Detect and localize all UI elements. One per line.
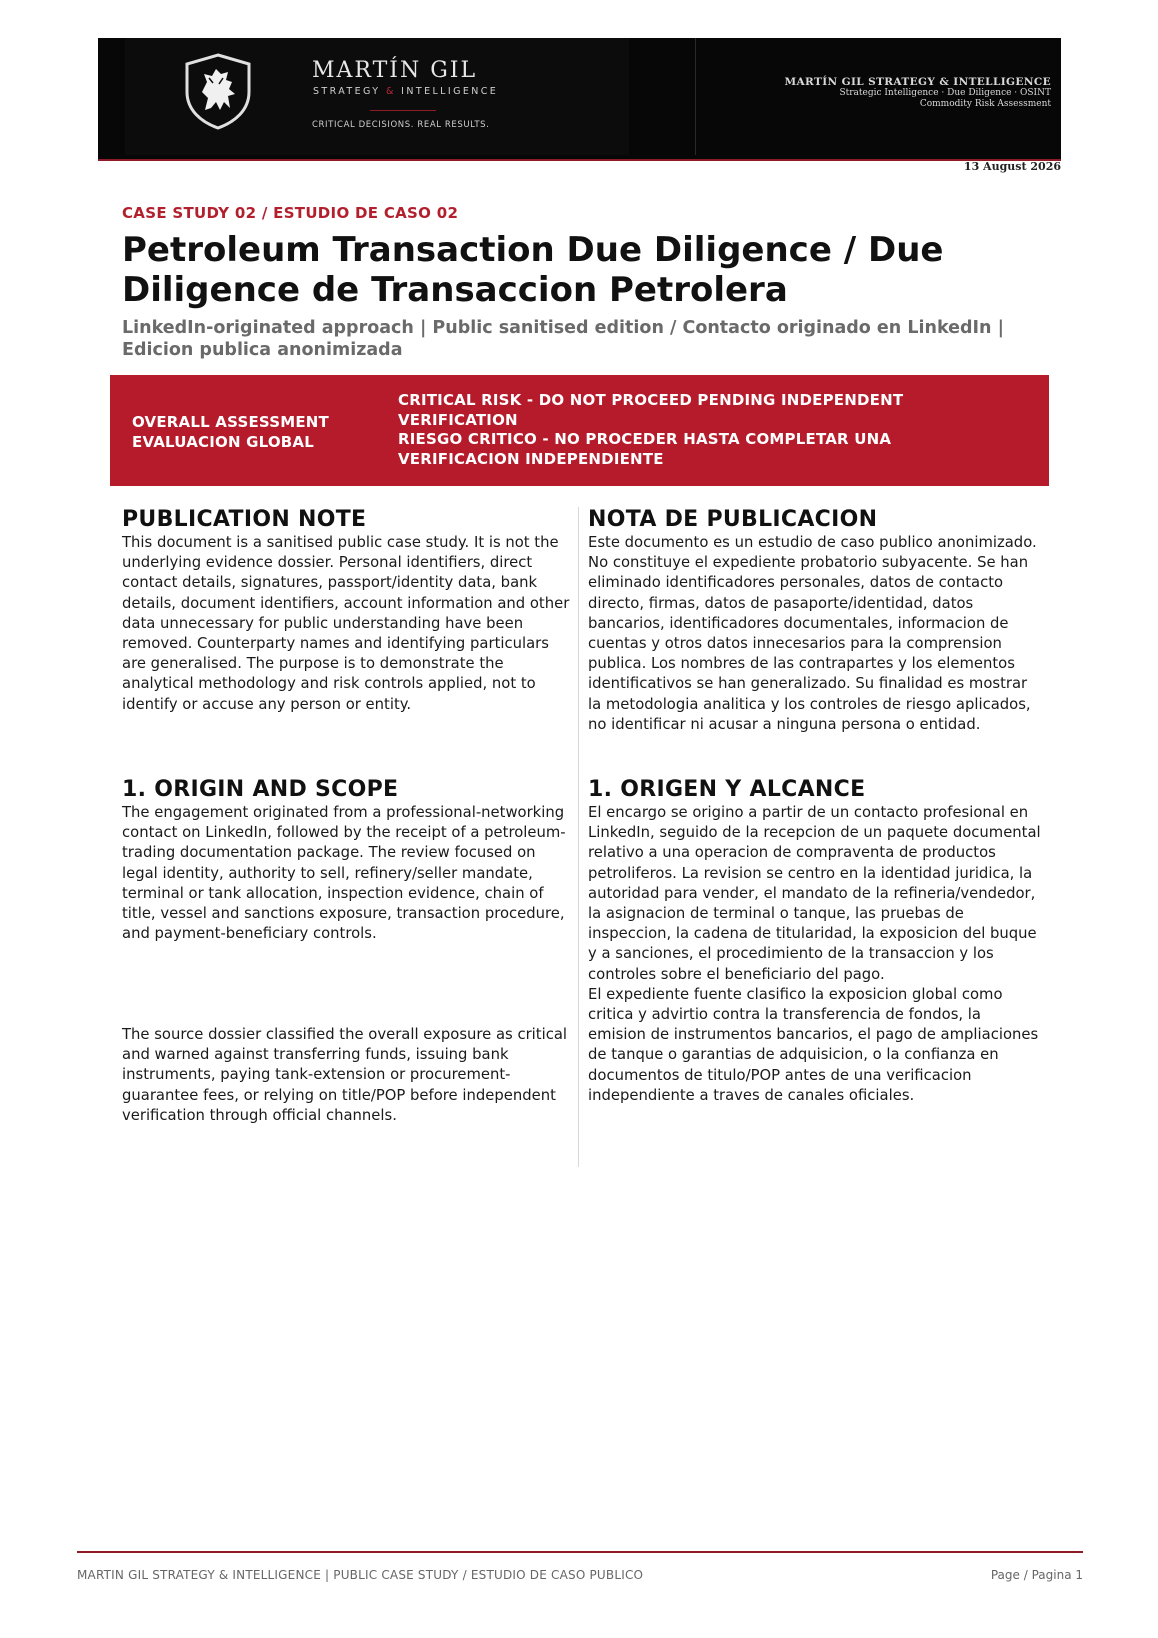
assessment-value: CRITICAL RISK - DO NOT PROCEED PENDING INDEPENDENT VERIFICATION RIESGO CRITICO - NO PROCEDER HASTA COMPLETAR UNA VERIFICACION INDEPENDIENTE: [398, 391, 904, 468]
brand-name: MARTÍN GIL: [312, 58, 478, 83]
overall-assessment-banner: [110, 375, 1049, 486]
spanish-column: [588, 507, 1043, 1104]
column-divider: [578, 507, 579, 1167]
page-subtitle: LinkedIn-originated approach | Public sanitised edition / Contacto originado en LinkedIn | Edicion publica anonimizada: [122, 318, 1004, 360]
origin-scope-heading: 1. ORIGIN AND SCOPE: [122, 777, 399, 802]
origen-alcance-heading: 1. ORIGEN Y ALCANCE: [588, 777, 866, 802]
banner-divider: [695, 38, 696, 155]
brand-subtitle: STRATEGY & INTELLIGENCE: [313, 86, 499, 97]
exposicion-text: El expediente fuente clasifico la exposicion global como critica y advirtio contra la transferencia de fondos, la emision de instrumentos bancarios, el pago de ampliaciones de tanque o garantias de adquisicion, o la confianza en documentos de titulo/POP antes de una verificacion independiente a traves de canales oficiales.: [588, 985, 1039, 1104]
brand-panel: [125, 38, 629, 155]
lion-shield-icon: [183, 52, 253, 130]
english-column: [122, 507, 574, 1124]
banner-info: [784, 76, 1051, 110]
origen-alcance-section: [588, 777, 1043, 1106]
origin-scope-section: [122, 777, 574, 944]
page-title: Petroleum Transaction Due Diligence / Due Diligence de Transaccion Petrolera: [122, 230, 944, 310]
brand-divider: [370, 110, 436, 111]
assessment-label: OVERALL ASSESSMENT EVALUACION GLOBAL: [132, 413, 329, 451]
publication-note-heading: PUBLICATION NOTE: [122, 507, 367, 532]
document-date: 13 August 2026: [963, 160, 1061, 173]
nota-publicacion-heading: NOTA DE PUBLICACION: [588, 507, 878, 532]
banner-specialty: Commodity Risk Assessment: [919, 99, 1051, 109]
exposure-text: The source dossier classified the overall exposure as critical and warned against transferring funds, issuing bank instruments, paying tank-extension or procurement-guarantee fees, or relying on title/POP before independent verification through official channels.: [122, 1026, 568, 1124]
case-study-kicker: CASE STUDY 02 / ESTUDIO DE CASO 02: [122, 204, 459, 222]
brand-tagline: CRITICAL DECISIONS. REAL RESULTS.: [312, 120, 490, 130]
publication-note-text: This document is a sanitised public case study. It is not the underlying evidence dossier. Personal identifiers, direct contact details, signatures, passport/identity data, bank details, document identifiers, account information and other data unnecessary for public understanding have been removed. Counterparty names and identifying particulars are generalised. The purpose is to demonstrate the analytical methodology and risk controls applied, not to identify or accuse any person or entity.: [122, 534, 570, 713]
banner-firm-name: MARTÍN GIL STRATEGY & INTELLIGENCE: [784, 76, 1051, 88]
nota-publicacion-text: Este documento es un estudio de caso publico anonimizado. No constituye el expediente probatorio subyacente. Se han eliminado identificadores personales, datos de contacto directo, firmas, datos de pasaporte/identidad, datos bancarios, identificadores documentales, informacion de cuentas y otros datos innecesarios para la comprension publica. Los nombres de las contrapartes y los elementos identificativos se han generalizado. Su finalidad es mostrar la metodologia analitica y los controles de riesgo aplicados, no identificar ni acusar a ninguna persona o entidad.: [588, 534, 1037, 733]
origen-alcance-text: El encargo se origino a partir de un contacto profesional en LinkedIn, seguido de la recepcion de un paquete documental relativo a una operacion de compraventa de productos petroliferos. La revision se centro en la identidad juridica, la autoridad para vender, el mandato de la refineria/vendedor, la asignacion de terminal o tanque, las pruebas de inspeccion, la cadena de titularidad, la exposicion del buque y a sanciones, el procedimiento de la transaccion y los controles sobre el beneficiario del pago.: [588, 804, 1041, 983]
footer-divider: [77, 1551, 1083, 1553]
banner-services: Strategic Intelligence · Due Diligence · OSINT: [839, 88, 1051, 98]
origin-scope-text: The engagement originated from a professional-networking contact on LinkedIn, followed by the receipt of a petroleum-trading documentation package. The review focused on legal identity, authority to sell, refinery/seller mandate, terminal or tank allocation, inspection evidence, chain of title, vessel and sanctions exposure, transaction procedure, and payment-beneficiary controls.: [122, 804, 566, 943]
header-banner: [98, 38, 1061, 161]
footer-text: MARTIN GIL STRATEGY & INTELLIGENCE | PUBLIC CASE STUDY / ESTUDIO DE CASO PUBLICO: [77, 1568, 644, 1582]
page-number: Page / Pagina 1: [990, 1568, 1083, 1582]
